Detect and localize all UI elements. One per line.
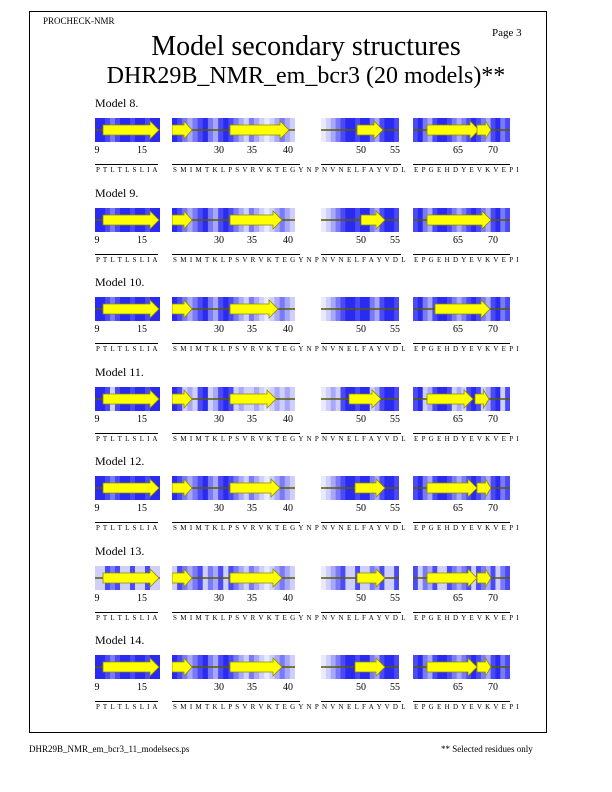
structure-strip-graphic — [172, 387, 295, 411]
residue-ruler — [321, 324, 407, 354]
residue-number: 30 — [214, 682, 224, 693]
program-name: PROCHECK-NMR — [43, 16, 115, 26]
residue-number: 50 — [356, 503, 366, 514]
structure-strip-graphic — [321, 297, 399, 321]
residue-number: 40 — [283, 682, 293, 693]
residue-number: 70 — [488, 503, 498, 514]
residue-sequence: S M I M T K L P S V R V K T E G Y N P — [173, 255, 320, 264]
residue-ruler — [95, 145, 160, 175]
structure-strip-graphic — [413, 208, 510, 232]
residue-number: 35 — [247, 234, 257, 246]
residue-number: 9 — [94, 682, 100, 693]
model-block — [0, 633, 612, 713]
residue-number: 50 — [356, 145, 366, 156]
residue-number: 30 — [214, 234, 224, 246]
residue-number: 35 — [247, 145, 257, 156]
sequence-rule — [321, 522, 401, 523]
sequence-rule — [413, 343, 510, 344]
structure-strip-graphic — [172, 476, 295, 500]
structure-strip-graphic — [95, 297, 160, 321]
residue-number: 55 — [390, 234, 400, 246]
residue-number: 15 — [137, 413, 147, 425]
residue-ruler — [95, 682, 160, 712]
structure-strip — [321, 566, 399, 590]
structure-strip-graphic — [413, 566, 510, 590]
sequence-rule — [95, 522, 158, 523]
model-block — [0, 544, 612, 624]
sequence-rule — [321, 701, 401, 702]
structure-strip-graphic — [321, 387, 399, 411]
structure-strip-graphic — [413, 387, 510, 411]
sequence-rule — [95, 254, 158, 255]
sequence-rule — [172, 433, 300, 434]
structure-strip-graphic — [413, 297, 510, 321]
sequence-rule — [172, 612, 300, 613]
residue-sequence: N V N E L F A Y V D L — [322, 255, 407, 264]
residue-number: 15 — [137, 503, 147, 514]
model-label: Model 10. — [95, 275, 145, 289]
residue-number: 55 — [390, 145, 400, 156]
residue-sequence: N V N E L F A Y V D L — [322, 166, 407, 174]
sequence-rule — [321, 343, 401, 344]
structure-strip-graphic — [172, 297, 295, 321]
residue-sequence: E P G E H D Y E V K V E P I — [414, 255, 520, 264]
residue-number: 55 — [390, 592, 400, 604]
model-block — [0, 275, 612, 355]
residue-sequence: N V N E L F A Y V D L — [322, 524, 407, 532]
model-label: Model 9. — [95, 185, 139, 200]
residue-number: 15 — [137, 145, 147, 156]
residue-number: 15 — [137, 682, 147, 693]
residue-ruler — [321, 503, 407, 533]
structure-strip — [413, 655, 510, 679]
residue-sequence: S M I M T K L P S V R V K T E G Y N P — [173, 703, 320, 711]
structure-strip-graphic — [321, 118, 399, 142]
sequence-rule — [95, 164, 158, 165]
residue-sequence: N V N E L F A Y V D L — [322, 703, 407, 711]
residue-number: 65 — [453, 145, 463, 156]
residue-number: 15 — [137, 324, 147, 335]
structure-strip — [172, 655, 295, 679]
sequence-rule — [95, 701, 158, 702]
structure-strip-graphic — [95, 387, 160, 411]
residue-ruler — [321, 682, 407, 712]
sequence-rule — [413, 433, 510, 434]
residue-number: 30 — [214, 592, 224, 604]
residue-ruler — [413, 592, 520, 623]
structure-strip — [321, 297, 399, 321]
residue-sequence: P T L T L S L I A — [96, 434, 159, 443]
residue-ruler — [172, 413, 320, 444]
structure-strip — [321, 476, 399, 500]
residue-number: 50 — [356, 682, 366, 693]
structure-strip — [413, 387, 510, 411]
structure-strip — [172, 118, 295, 142]
residue-number: 65 — [453, 413, 463, 425]
residue-sequence: E P G E H D Y E V K V E P I — [414, 434, 520, 443]
sequence-rule — [172, 254, 300, 255]
structure-strip-graphic — [95, 655, 160, 679]
residue-number: 55 — [390, 682, 400, 693]
structure-strip — [172, 208, 295, 232]
residue-sequence: P T L T L S L I A — [96, 613, 159, 622]
model-label: Model 14. — [95, 633, 145, 647]
residue-number: 65 — [453, 682, 463, 693]
model-block — [0, 454, 612, 534]
structure-strip — [321, 208, 399, 232]
sequence-rule — [413, 612, 510, 613]
structure-strip — [413, 297, 510, 321]
residue-sequence: N V N E L F A Y V D L — [322, 434, 407, 443]
sequence-rule — [321, 254, 401, 255]
page-number: Page 3 — [492, 27, 522, 39]
residue-sequence: P T L T L S L I A — [96, 703, 159, 711]
residue-number: 50 — [356, 234, 366, 246]
structure-strip — [95, 118, 160, 142]
residue-number: 9 — [94, 503, 100, 514]
residue-number: 70 — [488, 324, 498, 335]
structure-strip-graphic — [413, 118, 510, 142]
structure-strip — [413, 476, 510, 500]
sequence-rule — [413, 522, 510, 523]
structure-strip-graphic — [413, 655, 510, 679]
structure-strip-graphic — [321, 566, 399, 590]
structure-strip-graphic — [95, 566, 160, 590]
structure-strip — [172, 297, 295, 321]
residue-sequence: E P G E H D Y E V K V E P I — [414, 703, 520, 711]
residue-number: 9 — [94, 324, 100, 335]
residue-sequence: S M I M T K L P S V R V K T E G Y N P — [173, 345, 320, 353]
residue-ruler — [172, 145, 320, 175]
residue-number: 55 — [390, 413, 400, 425]
residue-ruler — [413, 682, 520, 712]
residue-ruler — [413, 234, 520, 265]
structure-strip — [95, 476, 160, 500]
residue-number: 9 — [94, 413, 100, 425]
structure-strip — [172, 476, 295, 500]
structure-strip — [172, 387, 295, 411]
residue-sequence: S M I M T K L P S V R V K T E G Y N P — [173, 434, 320, 443]
residue-sequence: E P G E H D Y E V K V E P I — [414, 166, 520, 174]
residue-number: 35 — [247, 682, 257, 693]
residue-number: 65 — [453, 503, 463, 514]
residue-sequence: E P G E H D Y E V K V E P I — [414, 345, 520, 353]
model-block — [0, 186, 612, 266]
residue-sequence: N V N E L F A Y V D L — [322, 613, 407, 622]
residue-number: 40 — [283, 592, 293, 604]
residue-sequence: E P G E H D Y E V K V E P I — [414, 613, 520, 622]
structure-strip-graphic — [172, 118, 295, 142]
sequence-rule — [172, 164, 300, 165]
residue-sequence: P T L T L S L I A — [96, 166, 159, 174]
structure-strip — [95, 655, 160, 679]
residue-number: 40 — [283, 503, 293, 514]
residue-number: 30 — [214, 503, 224, 514]
structure-strip-graphic — [95, 476, 160, 500]
residue-number: 70 — [488, 145, 498, 156]
residue-number: 40 — [283, 413, 293, 425]
residue-number: 9 — [94, 234, 100, 246]
residue-ruler — [95, 235, 160, 265]
footer-filename: DHR29B_NMR_em_bcr3_11_modelsecs.ps — [29, 744, 190, 754]
residue-number: 9 — [94, 592, 100, 604]
model-label: Model 13. — [95, 543, 145, 558]
residue-ruler — [321, 145, 407, 175]
residue-sequence: E P G E H D Y E V K V E P I — [414, 524, 520, 532]
residue-number: 30 — [214, 324, 224, 335]
sequence-rule — [172, 343, 300, 344]
residue-number: 50 — [356, 413, 366, 425]
footer-note: ** Selected residues only — [441, 744, 533, 754]
model-label: Model 11. — [95, 364, 144, 379]
residue-sequence: P T L T L S L I A — [96, 524, 159, 532]
residue-ruler — [95, 414, 160, 444]
residue-ruler — [413, 503, 520, 533]
structure-strip — [413, 208, 510, 232]
structure-strip — [95, 297, 160, 321]
residue-ruler — [95, 503, 160, 533]
residue-ruler — [172, 234, 320, 265]
structure-strip — [413, 118, 510, 142]
sequence-rule — [95, 612, 158, 613]
residue-ruler — [321, 592, 407, 623]
residue-sequence: P T L T L S L I A — [96, 255, 159, 264]
residue-sequence: N V N E L F A Y V D L — [322, 345, 407, 353]
residue-sequence: S M I M T K L P S V R V K T E G Y N P — [173, 166, 320, 174]
structure-strip — [321, 118, 399, 142]
structure-strip-graphic — [321, 208, 399, 232]
residue-ruler — [95, 324, 160, 354]
page-subtitle: DHR29B_NMR_em_bcr3 (20 models)** — [106, 63, 506, 89]
residue-number: 65 — [453, 324, 463, 335]
sequence-rule — [413, 164, 510, 165]
sequence-rule — [321, 164, 401, 165]
residue-number: 50 — [356, 324, 366, 335]
structure-strip — [321, 655, 399, 679]
page-title: Model secondary structures — [151, 31, 461, 62]
residue-ruler — [172, 324, 320, 354]
structure-strip-graphic — [172, 655, 295, 679]
sequence-rule — [172, 701, 300, 702]
residue-number: 40 — [283, 234, 293, 246]
residue-number: 15 — [137, 592, 147, 604]
residue-ruler — [172, 592, 320, 623]
residue-number: 50 — [356, 592, 366, 604]
structure-strip-graphic — [321, 655, 399, 679]
residue-number: 40 — [283, 324, 293, 335]
residue-number: 9 — [94, 145, 100, 156]
residue-number: 35 — [247, 413, 257, 425]
structure-strip-graphic — [172, 208, 295, 232]
residue-number: 65 — [453, 234, 463, 246]
structure-strip — [413, 566, 510, 590]
model-block — [0, 96, 612, 176]
sequence-rule — [413, 254, 510, 255]
model-label: Model 12. — [95, 454, 145, 468]
residue-ruler — [413, 324, 520, 354]
residue-number: 70 — [488, 592, 498, 604]
residue-number: 70 — [488, 682, 498, 693]
residue-ruler — [95, 593, 160, 623]
structure-strip-graphic — [321, 476, 399, 500]
residue-ruler — [413, 413, 520, 444]
residue-number: 30 — [214, 145, 224, 156]
residue-number: 70 — [488, 413, 498, 425]
sequence-rule — [95, 433, 158, 434]
residue-number: 15 — [137, 234, 147, 246]
residue-ruler — [321, 234, 407, 265]
residue-sequence: S M I M T K L P S V R V K T E G Y N P — [173, 613, 320, 622]
residue-number: 55 — [390, 324, 400, 335]
sequence-rule — [95, 343, 158, 344]
structure-strip — [95, 566, 160, 590]
sequence-rule — [413, 701, 510, 702]
model-block — [0, 365, 612, 445]
residue-ruler — [413, 145, 520, 175]
sequence-rule — [321, 433, 401, 434]
residue-ruler — [321, 413, 407, 444]
structure-strip — [95, 387, 160, 411]
structure-strip — [95, 208, 160, 232]
structure-strip-graphic — [172, 566, 295, 590]
structure-strip-graphic — [95, 118, 160, 142]
residue-ruler — [172, 503, 320, 533]
structure-strip — [172, 566, 295, 590]
sequence-rule — [172, 522, 300, 523]
residue-sequence: S M I M T K L P S V R V K T E G Y N P — [173, 524, 320, 532]
residue-number: 65 — [453, 592, 463, 604]
sequence-rule — [321, 612, 401, 613]
residue-number: 55 — [390, 503, 400, 514]
model-label: Model 8. — [95, 96, 139, 110]
residue-number: 35 — [247, 592, 257, 604]
residue-ruler — [172, 682, 320, 712]
structure-strip — [321, 387, 399, 411]
residue-number: 35 — [247, 503, 257, 514]
structure-strip-graphic — [95, 208, 160, 232]
residue-sequence: P T L T L S L I A — [96, 345, 159, 353]
residue-number: 35 — [247, 324, 257, 335]
residue-number: 40 — [283, 145, 293, 156]
structure-strip-graphic — [413, 476, 510, 500]
residue-number: 30 — [214, 413, 224, 425]
residue-number: 70 — [488, 234, 498, 246]
